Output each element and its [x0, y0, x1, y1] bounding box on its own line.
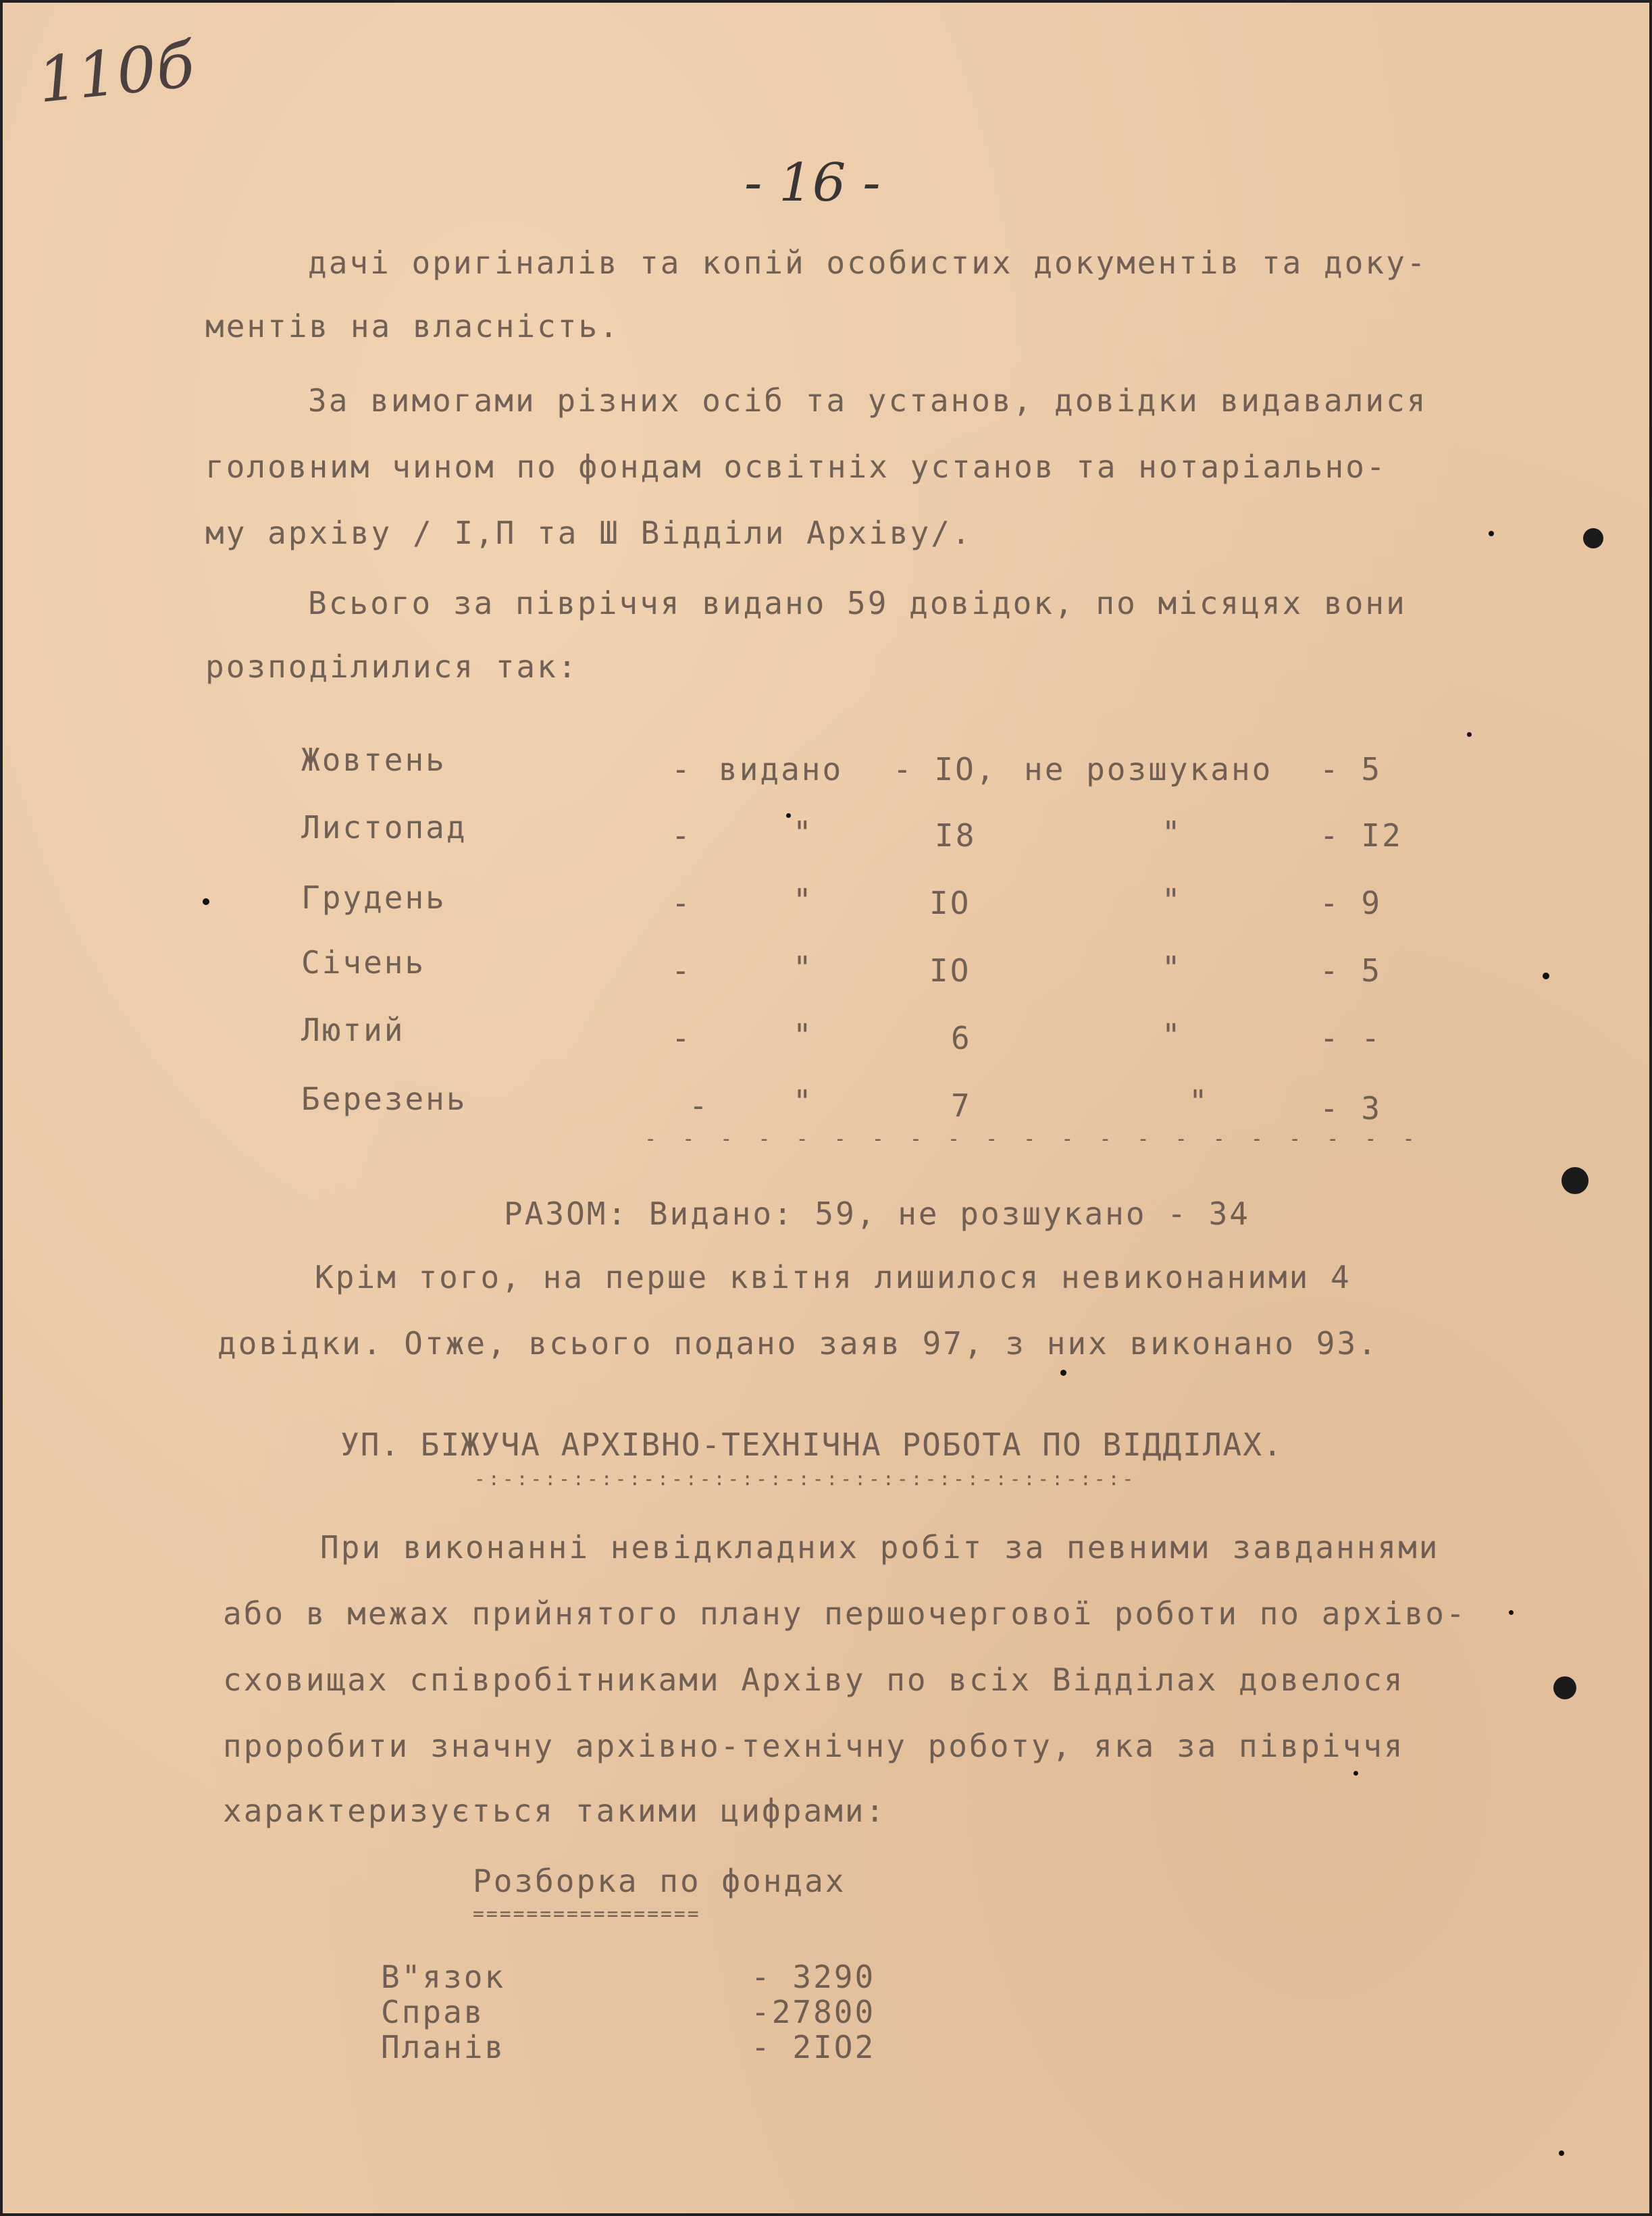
issued-count: I8 [935, 817, 977, 854]
paper-speck [1489, 531, 1494, 536]
sort-item-label: Справ [381, 1994, 485, 2030]
issued-count: - IO, [893, 751, 997, 788]
sort-item-value: - 3290 [751, 1959, 876, 1995]
issued-label: " [793, 815, 814, 851]
punch-hole [1553, 1676, 1576, 1699]
section-underline: -:-:-:-:-:-:-:-:-:-:-:-:-:-:-:-:-:-:-:-:-:-:-:- [474, 1468, 1137, 1490]
issued-label: " [793, 1083, 814, 1120]
paragraph-line: головним чином по фондам освітніх установ та нотаріально- [205, 448, 1387, 485]
sort-item-value: - 2IO2 [751, 2029, 876, 2065]
row-dash: - [689, 1087, 710, 1124]
month-name: Січень [301, 944, 426, 981]
issued-label: " [793, 882, 814, 919]
row-dash: - [671, 1020, 692, 1056]
not-found-label: не розшукано [1024, 751, 1273, 788]
issued-label: " [793, 950, 814, 986]
paragraph-line: розподілилися так: [205, 648, 579, 685]
paragraph-line: ментів на власність. [205, 308, 620, 344]
paragraph-line: Крім того, на перше квітня лишилося невиконаними 4 [315, 1259, 1351, 1295]
paragraph-line: сховищах співробітниками Архіву по всіх Відділах довелося [223, 1661, 1405, 1698]
archive-folio-mark: 110б [34, 28, 198, 117]
row-dash: - [671, 817, 692, 854]
row-dash: - [671, 885, 692, 921]
paper-speck [1559, 2150, 1564, 2156]
not-found-count: - I2 [1320, 817, 1403, 854]
month-name: Листопад [301, 809, 467, 846]
month-name: Грудень [301, 879, 446, 916]
paper-speck [1467, 732, 1472, 737]
table-rule: - - - - - - - - - - - - - - - - - - - - - [644, 1127, 1422, 1151]
sort-underline: ================= [473, 1903, 701, 1925]
not-found-count: - 5 [1320, 751, 1383, 788]
section-heading: УП. БІЖУЧА АРХІВНО-ТЕХНІЧНА РОБОТА ПО ВІДДІЛАХ. [340, 1426, 1283, 1463]
page-number: - 16 - [744, 153, 881, 213]
month-name: Жовтень [301, 742, 446, 778]
not-found-label: " [1162, 950, 1183, 986]
not-found-count: - 5 [1320, 952, 1383, 989]
not-found-label: " [1162, 1017, 1183, 1054]
paragraph-line: му архіву / І,П та Ш Відділи Архіву/. [205, 515, 973, 551]
sort-item-label: В"язок [381, 1959, 506, 1995]
paragraph-line: проробити значну архівно-технічну роботу, яка за півріччя [223, 1728, 1405, 1764]
paper-speck [1060, 1370, 1066, 1376]
sort-item-value: -27800 [751, 1994, 876, 2030]
paragraph-line: дачі оригіналів та копій особистих документів та доку- [308, 244, 1428, 281]
paragraph-line: довідки. Отже, всього подано заяв 97, з них виконано 93. [217, 1325, 1378, 1362]
not-found-label: " [1162, 882, 1183, 919]
paragraph-line: За вимогами різних осіб та установ, довідки видавалися [308, 382, 1428, 419]
punch-hole [1583, 528, 1603, 548]
issued-label: видано [719, 751, 844, 788]
punch-hole [1561, 1167, 1589, 1194]
issued-count: IO [929, 952, 971, 989]
sort-item-label: Планів [381, 2029, 506, 2065]
row-dash: - [671, 952, 692, 989]
issued-count: 7 [951, 1087, 972, 1124]
paragraph-line: Всього за півріччя видано 59 довідок, по місяцях вони [308, 585, 1407, 621]
not-found-count: - - [1320, 1020, 1383, 1056]
paragraph-line: При виконанні невідкладних робіт за певними завданнями [320, 1529, 1440, 1566]
issued-count: 6 [951, 1020, 972, 1056]
issued-label: " [793, 1017, 814, 1054]
month-name: Лютий [301, 1012, 405, 1048]
row-dash: - [671, 751, 692, 788]
paragraph-line: або в межах прийнятого плану першочергової роботи по архіво- [223, 1595, 1467, 1632]
paper-speck [203, 898, 209, 905]
paper-speck [1353, 1771, 1358, 1776]
month-name: Березень [301, 1081, 467, 1117]
not-found-count: - 3 [1320, 1090, 1383, 1127]
paragraph-line: характеризується такими цифрами: [223, 1793, 887, 1829]
total-line: РАЗОМ: Видано: 59, не розшукано - 34 [504, 1195, 1250, 1232]
paper-speck [1543, 973, 1549, 979]
paper-speck [1509, 1610, 1514, 1615]
not-found-count: - 9 [1320, 885, 1383, 921]
not-found-label: " [1162, 815, 1183, 851]
paper-speck [786, 813, 791, 818]
not-found-label: " [1189, 1083, 1210, 1120]
sort-heading: Розборка по фондах [473, 1863, 846, 1899]
issued-count: IO [929, 885, 971, 921]
